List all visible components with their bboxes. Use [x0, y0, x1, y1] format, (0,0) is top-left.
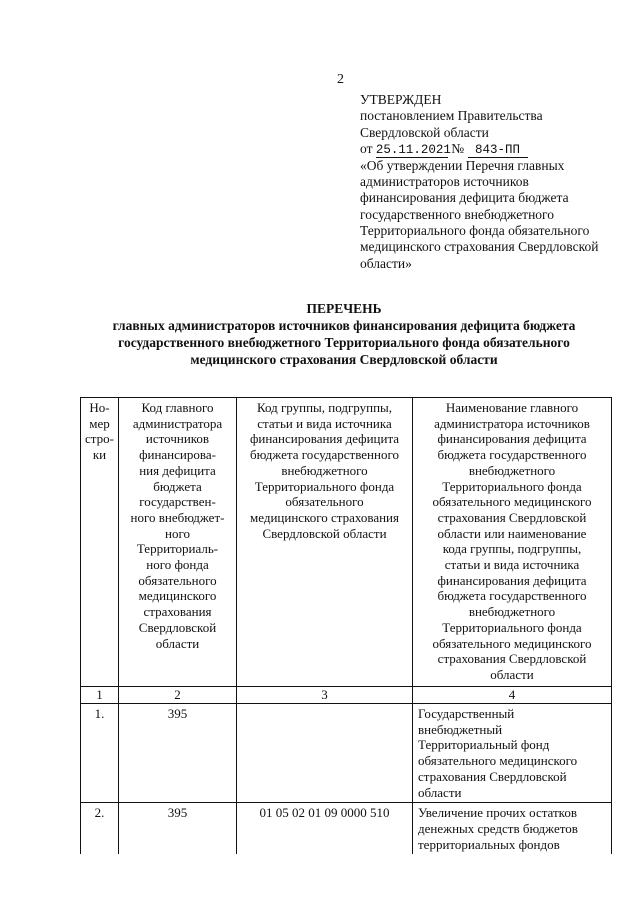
text-line: ного внебюджет- [130, 509, 225, 525]
text-line: администратора [132, 415, 223, 431]
text-line: ния дефицита [139, 462, 216, 478]
number-prefix: № [451, 140, 465, 156]
text-line: территориальных фондов [418, 836, 560, 852]
text-line: денежных средств бюджетов [418, 820, 578, 836]
text-line: источников [145, 431, 210, 447]
source-code [237, 704, 413, 803]
text-line: Территориального фонда [442, 478, 582, 494]
approval-quote-line: государственного внебюджетного [360, 206, 555, 222]
admin-code: 395 [119, 803, 237, 855]
text-line: Территориаль- [136, 541, 219, 557]
approval-quote-line: финансирования дефицита бюджета [360, 190, 569, 206]
text-line: Свердловской области [262, 525, 387, 541]
text-line: финансирования дефицита [437, 431, 587, 447]
text-line: финансирования дефицита [249, 431, 400, 447]
table-row [81, 704, 612, 803]
text-line: статьи и вида источника [257, 415, 392, 431]
text-line: обязательного [138, 572, 217, 588]
title-line: медицинского страхования Свердловской области [190, 352, 498, 367]
date-prefix: от [360, 140, 373, 156]
text-line: бюджета [153, 478, 202, 494]
table-row [81, 803, 612, 855]
row-name [413, 803, 612, 855]
text-line: кода группы, подгруппы, [442, 541, 582, 557]
approval-quote-line: Территориального фонда обязательного [360, 223, 590, 239]
text-line: медицинского [138, 588, 217, 604]
approval-quote-line: медицинского страхования Свердловской [360, 239, 599, 255]
text-line: Свердловской [138, 619, 217, 635]
text-line: внебюджетного [468, 462, 556, 478]
text-line: Территориального фонда [254, 478, 395, 494]
text-line: Код главного [141, 400, 214, 415]
text-line: обязательного медицинского [432, 494, 592, 510]
text-line: Территориальный фонд [418, 737, 550, 753]
administrators-table [80, 397, 612, 854]
text-line: государствен- [139, 494, 216, 510]
text-line: внебюджетного [468, 604, 556, 620]
text-line: статьи и вида источника [444, 557, 580, 573]
text-line: Код группы, подгруппы, [256, 400, 393, 415]
text-line: страхования Свердловской [437, 651, 587, 667]
column-number: 3 [237, 687, 413, 704]
approval-date-line [360, 141, 622, 158]
header-name [413, 398, 612, 687]
page-number: 2 [337, 72, 344, 87]
text-line: бюджета государственного [437, 588, 587, 604]
text-line: Территориального фонда [442, 619, 582, 635]
row-name [413, 704, 612, 803]
header-row-number [81, 398, 119, 687]
table-header-row [81, 398, 612, 687]
approval-quote-line: «Об утверждении Перечня главных [360, 157, 565, 173]
document-title [80, 300, 608, 368]
column-number: 2 [119, 687, 237, 704]
text-line: стро- [85, 431, 114, 447]
admin-code: 395 [119, 704, 237, 803]
text-line: Государственный [418, 706, 515, 721]
approval-line-2: Свердловской области [360, 124, 489, 140]
text-line: области [490, 666, 534, 682]
approval-title: УТВЕРЖДЕН [360, 92, 442, 107]
text-line: внебюджетного [281, 462, 368, 478]
text-line: финансирова- [139, 447, 216, 463]
text-line: обязательного [285, 494, 364, 510]
text-line: ного фонда [146, 557, 209, 573]
text-line: Наименование главного [445, 400, 579, 415]
approval-number: 843-ПП [468, 144, 528, 158]
text-line: медицинского страхования [250, 509, 399, 525]
text-line: ки [92, 447, 107, 463]
title-line: государственного внебюджетного Территориального фонда обязательного [118, 335, 570, 350]
text-line: Увеличение прочих остатков [418, 805, 577, 821]
approval-quote-line: администраторов источников [360, 174, 529, 190]
approval-stamp [360, 92, 622, 272]
text-line: бюджета государственного [437, 447, 587, 463]
text-line: администратора источников [434, 415, 590, 431]
title-heading: ПЕРЕЧЕНЬ [306, 301, 382, 316]
text-line: страхования Свердловской [418, 768, 567, 784]
row-number: 2. [81, 803, 119, 855]
text-line: области [418, 784, 462, 800]
text-line: Но- [89, 400, 110, 415]
text-line: области [155, 635, 200, 651]
text-line: бюджета государственного [250, 447, 399, 463]
text-line: финансирования дефицита [437, 572, 587, 588]
text-line: внебюджетный [418, 721, 503, 737]
text-line: области или наименование [437, 525, 587, 541]
source-code: 01 05 02 01 09 0000 510 [237, 803, 413, 855]
approval-quote-line: области» [360, 255, 412, 271]
header-admin-code [119, 398, 237, 687]
header-source-code [237, 398, 413, 687]
text-line: обязательного медицинского [418, 753, 578, 769]
approval-line-1: постановлением Правительства [360, 108, 543, 124]
column-number: 1 [81, 687, 119, 704]
row-number: 1. [81, 704, 119, 803]
approval-date: 25.11.2021 [375, 142, 451, 157]
text-line: ного [165, 525, 190, 541]
text-line: мер [89, 415, 110, 431]
column-numbers-row [81, 687, 612, 704]
title-line: главных администраторов источников финансирования дефицита бюджета [112, 318, 576, 333]
text-line: страхования [143, 604, 212, 620]
column-number: 4 [413, 687, 612, 704]
text-line: страхования Свердловской [437, 509, 587, 525]
text-line: обязательного медицинского [432, 635, 592, 651]
